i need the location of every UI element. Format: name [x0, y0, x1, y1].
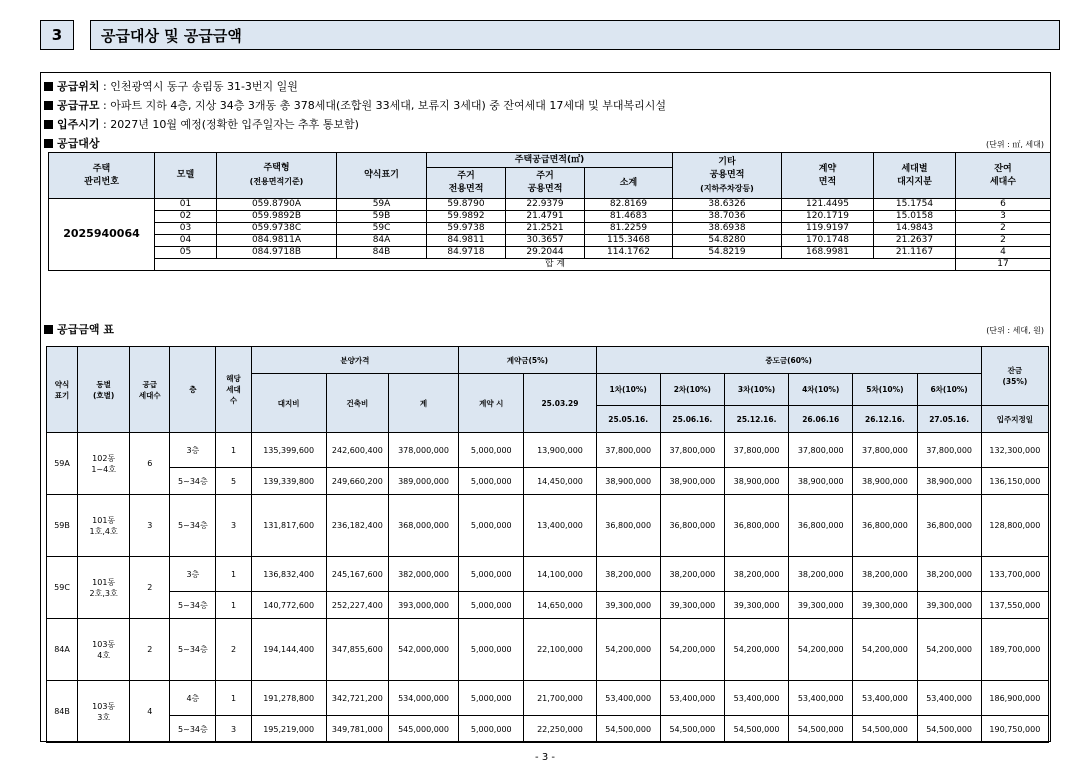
interim-1-cell: 54,500,000 — [596, 716, 660, 743]
contract-area-cell: 121.4495 — [782, 199, 874, 211]
units-cell: 1 — [216, 592, 251, 619]
ho: 1호,4호 — [89, 526, 118, 536]
dong: 101동 — [92, 515, 116, 525]
deposit-second-cell: 14,100,000 — [524, 557, 596, 592]
deposit-second-cell: 22,250,000 — [524, 716, 596, 743]
info-location — [44, 78, 298, 94]
header-interim-date-1: 25.05.16. — [596, 406, 660, 433]
subtotal-cell: 82.8169 — [585, 199, 673, 211]
header-interim-date-5: 26.12.16. — [853, 406, 917, 433]
info-label: 공급위치 — [57, 80, 100, 93]
balance-cell: 132,300,000 — [981, 433, 1048, 468]
heading-text: 공급금액 표 — [57, 323, 114, 336]
bullet-square-icon — [44, 325, 53, 334]
total-value: 17 — [956, 259, 1051, 271]
supply-target-unit: (단위 : ㎡, 세대) — [985, 140, 1044, 149]
header-interim-date-3: 25.12.16. — [724, 406, 788, 433]
price-sum-cell: 393,000,000 — [388, 592, 458, 619]
units-cell: 3 — [216, 716, 251, 743]
deposit-second-cell: 14,650,000 — [524, 592, 596, 619]
header-land-cost: 대지비 — [251, 374, 326, 433]
header-interim-date-4: 26.06.16 — [789, 406, 853, 433]
type-cell: 059.9738C — [217, 223, 337, 235]
header-units: 해당 세대 수 — [216, 347, 251, 433]
info-text: : 인천광역시 동구 송림동 31-3번지 일원 — [99, 80, 298, 93]
dong-cell — [78, 495, 130, 557]
mark-cell: 84A — [337, 235, 427, 247]
type-cell: 084.9718B — [217, 247, 337, 259]
interim-2-cell: 54,200,000 — [660, 619, 724, 681]
header-deposit: 계약금(5%) — [459, 347, 596, 374]
land-share-cell: 21.2637 — [874, 235, 956, 247]
interim-6-cell: 38,900,000 — [917, 468, 981, 495]
dong-cell — [78, 433, 130, 495]
bullet-square-icon — [44, 101, 53, 110]
table-row — [47, 619, 1049, 681]
exclusive-area-cell: 84.9811 — [427, 235, 506, 247]
land-share-cell: 15.0158 — [874, 211, 956, 223]
interim-4-cell: 39,300,000 — [789, 592, 853, 619]
header-common: 주거 공용면적 — [506, 168, 585, 199]
balance-cell: 186,900,000 — [981, 681, 1048, 716]
table-row — [47, 433, 1049, 468]
header-mark: 약식 표기 — [47, 347, 78, 433]
type-cell: 059.8790A — [217, 199, 337, 211]
interim-4-cell: 36,800,000 — [789, 495, 853, 557]
header-land: 세대별 대지지분 — [874, 153, 956, 199]
header-interim-3: 3차(10%) — [724, 374, 788, 406]
header-interim-6: 6차(10%) — [917, 374, 981, 406]
price-table — [46, 346, 1049, 743]
price-table-heading — [44, 321, 114, 337]
deposit-on-contract-cell: 5,000,000 — [459, 681, 524, 716]
remaining-units-cell: 6 — [956, 199, 1051, 211]
building-cost-cell: 349,781,000 — [326, 716, 388, 743]
exclusive-area-cell: 59.9738 — [427, 223, 506, 235]
interim-1-cell: 37,800,000 — [596, 433, 660, 468]
dong: 103동 — [92, 701, 116, 711]
interim-6-cell: 54,500,000 — [917, 716, 981, 743]
dong-cell — [78, 557, 130, 619]
price-sum-cell: 368,000,000 — [388, 495, 458, 557]
remaining-units-cell: 2 — [956, 223, 1051, 235]
mark-cell: 59B — [47, 495, 78, 557]
common-area-cell: 29.2044 — [506, 247, 585, 259]
interim-2-cell: 53,400,000 — [660, 681, 724, 716]
header-balance-date: 입주지정일 — [981, 406, 1048, 433]
balance-cell: 189,700,000 — [981, 619, 1048, 681]
deposit-second-cell: 13,400,000 — [524, 495, 596, 557]
remaining-units-cell: 3 — [956, 211, 1051, 223]
interim-2-cell: 54,500,000 — [660, 716, 724, 743]
header-interim-date-6: 27.05.16. — [917, 406, 981, 433]
balance-cell: 190,750,000 — [981, 716, 1048, 743]
interim-2-cell: 38,200,000 — [660, 557, 724, 592]
deposit-second-cell: 21,700,000 — [524, 681, 596, 716]
units-cell: 5 — [216, 468, 251, 495]
dong: 103동 — [92, 639, 116, 649]
land-cost-cell: 135,399,600 — [251, 433, 326, 468]
interim-3-cell: 53,400,000 — [724, 681, 788, 716]
ho: 3호 — [97, 712, 111, 722]
land-cost-cell: 136,832,400 — [251, 557, 326, 592]
table-row — [47, 592, 1049, 619]
deposit-on-contract-cell: 5,000,000 — [459, 557, 524, 592]
header-interim-1: 1차(10%) — [596, 374, 660, 406]
deposit-on-contract-cell: 5,000,000 — [459, 716, 524, 743]
interim-4-cell: 53,400,000 — [789, 681, 853, 716]
type-cell: 084.9811A — [217, 235, 337, 247]
building-cost-cell: 245,167,600 — [326, 557, 388, 592]
header-mark: 약식표기 — [337, 153, 427, 199]
total-label: 합 계 — [155, 259, 956, 271]
total-row — [49, 259, 1051, 271]
supply-count-cell: 6 — [130, 433, 170, 495]
deposit-second-cell: 13,900,000 — [524, 433, 596, 468]
land-share-cell: 21.1167 — [874, 247, 956, 259]
header-contract: 계약 면적 — [782, 153, 874, 199]
mark-cell: 59C — [47, 557, 78, 619]
interim-5-cell: 54,500,000 — [853, 716, 917, 743]
table-row — [47, 716, 1049, 743]
interim-4-cell: 37,800,000 — [789, 433, 853, 468]
interim-5-cell: 37,800,000 — [853, 433, 917, 468]
interim-2-cell: 37,800,000 — [660, 433, 724, 468]
type-cell: 059.9892B — [217, 211, 337, 223]
interim-2-cell: 39,300,000 — [660, 592, 724, 619]
units-cell: 1 — [216, 681, 251, 716]
mark-cell: 84B — [337, 247, 427, 259]
deposit-on-contract-cell: 5,000,000 — [459, 433, 524, 468]
dong: 102동 — [92, 453, 116, 463]
interim-1-cell: 54,200,000 — [596, 619, 660, 681]
bullet-square-icon — [44, 139, 53, 148]
subtotal-cell: 115.3468 — [585, 235, 673, 247]
info-label: 공급규모 — [57, 99, 100, 112]
model-cell: 03 — [155, 223, 217, 235]
interim-2-cell: 38,900,000 — [660, 468, 724, 495]
deposit-on-contract-cell: 5,000,000 — [459, 592, 524, 619]
supply-count-cell: 3 — [130, 495, 170, 557]
interim-3-cell: 39,300,000 — [724, 592, 788, 619]
info-text: : 2027년 10월 예정(정확한 입주일자는 추후 통보함) — [99, 118, 359, 131]
price-sum-cell: 534,000,000 — [388, 681, 458, 716]
table-row — [49, 211, 1051, 223]
interim-6-cell: 36,800,000 — [917, 495, 981, 557]
remaining-units-cell: 4 — [956, 247, 1051, 259]
table-row — [49, 223, 1051, 235]
header-sale-price: 분양가격 — [251, 347, 459, 374]
table-row — [49, 247, 1051, 259]
ho: 2호,3호 — [89, 588, 118, 598]
balance-cell: 137,550,000 — [981, 592, 1048, 619]
interim-5-cell: 36,800,000 — [853, 495, 917, 557]
deposit-on-contract-cell: 5,000,000 — [459, 619, 524, 681]
model-cell: 04 — [155, 235, 217, 247]
land-cost-cell: 194,144,400 — [251, 619, 326, 681]
interim-6-cell: 54,200,000 — [917, 619, 981, 681]
header-other: 기타 공용면적 (지하주차장등) — [673, 153, 782, 199]
floor-cell: 5~34층 — [170, 716, 216, 743]
interim-1-cell: 53,400,000 — [596, 681, 660, 716]
mgmt-no-cell — [49, 199, 155, 271]
contract-area-cell: 119.9197 — [782, 223, 874, 235]
balance-cell: 128,800,000 — [981, 495, 1048, 557]
land-cost-cell: 195,219,000 — [251, 716, 326, 743]
interim-6-cell: 38,200,000 — [917, 557, 981, 592]
units-cell: 1 — [216, 557, 251, 592]
header-interim-5: 5차(10%) — [853, 374, 917, 406]
exclusive-area-cell: 59.9892 — [427, 211, 506, 223]
ho: 4호 — [97, 650, 111, 660]
supply-count-cell: 4 — [130, 681, 170, 743]
deposit-second-cell: 22,100,000 — [524, 619, 596, 681]
price-table-unit: (단위 : 세대, 원) — [986, 326, 1044, 335]
dong: 101동 — [92, 577, 116, 587]
balance-cell: 136,150,000 — [981, 468, 1048, 495]
other-common-area-cell: 54.8219 — [673, 247, 782, 259]
price-sum-cell: 542,000,000 — [388, 619, 458, 681]
balance-cell: 133,700,000 — [981, 557, 1048, 592]
units-cell: 1 — [216, 433, 251, 468]
floor-cell: 3층 — [170, 557, 216, 592]
common-area-cell: 21.4791 — [506, 211, 585, 223]
mark-cell: 84A — [47, 619, 78, 681]
mark-cell: 84B — [47, 681, 78, 743]
info-move-in — [44, 116, 359, 132]
floor-cell: 3층 — [170, 433, 216, 468]
land-cost-cell: 139,339,800 — [251, 468, 326, 495]
info-scale — [44, 97, 666, 113]
header-balance: 잔금 (35%) — [981, 347, 1048, 406]
land-cost-cell: 191,278,800 — [251, 681, 326, 716]
header-interim-date-2: 25.06.16. — [660, 406, 724, 433]
table-row — [49, 199, 1051, 211]
contract-area-cell: 168.9981 — [782, 247, 874, 259]
header-model: 모델 — [155, 153, 217, 199]
section-title: 공급대상 및 공급금액 — [90, 20, 1060, 50]
building-cost-cell: 242,600,400 — [326, 433, 388, 468]
contract-area-cell: 120.1719 — [782, 211, 874, 223]
interim-5-cell: 39,300,000 — [853, 592, 917, 619]
info-label: 입주시기 — [57, 118, 100, 131]
building-cost-cell: 252,227,400 — [326, 592, 388, 619]
header-remain: 잔여 세대수 — [956, 153, 1051, 199]
header-area-group: 주택공급면적(㎡) — [427, 153, 673, 168]
header-deposit-date: 25.03.29 — [524, 374, 596, 433]
floor-cell: 5~34층 — [170, 619, 216, 681]
interim-6-cell: 53,400,000 — [917, 681, 981, 716]
other-common-area-cell: 38.7036 — [673, 211, 782, 223]
mark-cell: 59A — [337, 199, 427, 211]
section-number: 3 — [40, 20, 74, 50]
interim-1-cell: 38,200,000 — [596, 557, 660, 592]
floor-cell: 5~34층 — [170, 468, 216, 495]
price-sum-cell: 382,000,000 — [388, 557, 458, 592]
contract-area-cell: 170.1748 — [782, 235, 874, 247]
interim-4-cell: 38,900,000 — [789, 468, 853, 495]
building-cost-cell: 342,721,200 — [326, 681, 388, 716]
common-area-cell: 21.2521 — [506, 223, 585, 235]
mgmt-no: 2025940064 — [63, 227, 140, 240]
deposit-on-contract-cell: 5,000,000 — [459, 468, 524, 495]
supply-target-table — [48, 152, 1051, 271]
interim-5-cell: 54,200,000 — [853, 619, 917, 681]
table-row — [47, 681, 1049, 716]
interim-4-cell: 54,200,000 — [789, 619, 853, 681]
header-sum: 계 — [388, 374, 458, 433]
mark-cell: 59B — [337, 211, 427, 223]
header-type: 주택형 (전용면적기준) — [217, 153, 337, 199]
interim-6-cell: 37,800,000 — [917, 433, 981, 468]
supply-count-cell: 2 — [130, 557, 170, 619]
header-supply: 공급 세대수 — [130, 347, 170, 433]
interim-1-cell: 38,900,000 — [596, 468, 660, 495]
interim-5-cell: 38,200,000 — [853, 557, 917, 592]
interim-3-cell: 37,800,000 — [724, 433, 788, 468]
other-common-area-cell: 38.6938 — [673, 223, 782, 235]
land-share-cell: 14.9843 — [874, 223, 956, 235]
deposit-on-contract-cell: 5,000,000 — [459, 495, 524, 557]
mark-cell: 59C — [337, 223, 427, 235]
header-floor: 층 — [170, 347, 216, 433]
units-cell: 3 — [216, 495, 251, 557]
subtotal-cell: 114.1762 — [585, 247, 673, 259]
interim-3-cell: 54,500,000 — [724, 716, 788, 743]
ho: 1~4호 — [91, 464, 116, 474]
floor-cell: 4층 — [170, 681, 216, 716]
header-building-cost: 건축비 — [326, 374, 388, 433]
remaining-units-cell: 2 — [956, 235, 1051, 247]
heading-text: 공급대상 — [57, 137, 100, 150]
land-cost-cell: 140,772,600 — [251, 592, 326, 619]
dong-cell — [78, 619, 130, 681]
interim-3-cell: 38,900,000 — [724, 468, 788, 495]
interim-5-cell: 38,900,000 — [853, 468, 917, 495]
land-cost-cell: 131,817,600 — [251, 495, 326, 557]
interim-1-cell: 39,300,000 — [596, 592, 660, 619]
interim-1-cell: 36,800,000 — [596, 495, 660, 557]
mark-cell: 59A — [47, 433, 78, 495]
info-text: : 아파트 지하 4층, 지상 34층 3개동 총 378세대(조합원 33세대, 보류지 3세대) 중 잔여세대 17세대 및 부대복리시설 — [99, 99, 667, 112]
model-cell: 05 — [155, 247, 217, 259]
supply-target-heading — [44, 135, 100, 151]
exclusive-area-cell: 59.8790 — [427, 199, 506, 211]
deposit-second-cell: 14,450,000 — [524, 468, 596, 495]
header-exclusive: 주거 전용면적 — [427, 168, 506, 199]
price-sum-cell: 545,000,000 — [388, 716, 458, 743]
page-number: - 3 - — [535, 752, 555, 763]
header-mgmt-no: 주택 관리번호 — [49, 153, 155, 199]
floor-cell: 5~34층 — [170, 592, 216, 619]
header-on-contract: 계약 시 — [459, 374, 524, 433]
other-common-area-cell: 38.6326 — [673, 199, 782, 211]
building-cost-cell: 236,182,400 — [326, 495, 388, 557]
common-area-cell: 22.9379 — [506, 199, 585, 211]
interim-6-cell: 39,300,000 — [917, 592, 981, 619]
other-common-area-cell: 54.8280 — [673, 235, 782, 247]
table-row — [49, 235, 1051, 247]
subtotal-cell: 81.2259 — [585, 223, 673, 235]
header-interim: 중도금(60%) — [596, 347, 981, 374]
supply-count-cell: 2 — [130, 619, 170, 681]
building-cost-cell: 347,855,600 — [326, 619, 388, 681]
dong-cell — [78, 681, 130, 743]
land-share-cell: 15.1754 — [874, 199, 956, 211]
bullet-square-icon — [44, 120, 53, 129]
model-cell: 02 — [155, 211, 217, 223]
model-cell: 01 — [155, 199, 217, 211]
price-sum-cell: 389,000,000 — [388, 468, 458, 495]
header-dong: 동별 (호별) — [78, 347, 130, 433]
interim-3-cell: 54,200,000 — [724, 619, 788, 681]
header-interim-4: 4차(10%) — [789, 374, 853, 406]
interim-3-cell: 38,200,000 — [724, 557, 788, 592]
exclusive-area-cell: 84.9718 — [427, 247, 506, 259]
interim-4-cell: 38,200,000 — [789, 557, 853, 592]
units-cell: 2 — [216, 619, 251, 681]
table-row — [47, 468, 1049, 495]
header-interim-2: 2차(10%) — [660, 374, 724, 406]
subtotal-cell: 81.4683 — [585, 211, 673, 223]
common-area-cell: 30.3657 — [506, 235, 585, 247]
header-subtotal: 소계 — [585, 168, 673, 199]
interim-2-cell: 36,800,000 — [660, 495, 724, 557]
bullet-square-icon — [44, 82, 53, 91]
interim-4-cell: 54,500,000 — [789, 716, 853, 743]
interim-5-cell: 53,400,000 — [853, 681, 917, 716]
interim-3-cell: 36,800,000 — [724, 495, 788, 557]
table-row — [47, 557, 1049, 592]
price-sum-cell: 378,000,000 — [388, 433, 458, 468]
building-cost-cell: 249,660,200 — [326, 468, 388, 495]
floor-cell: 5~34층 — [170, 495, 216, 557]
table-row — [47, 495, 1049, 557]
